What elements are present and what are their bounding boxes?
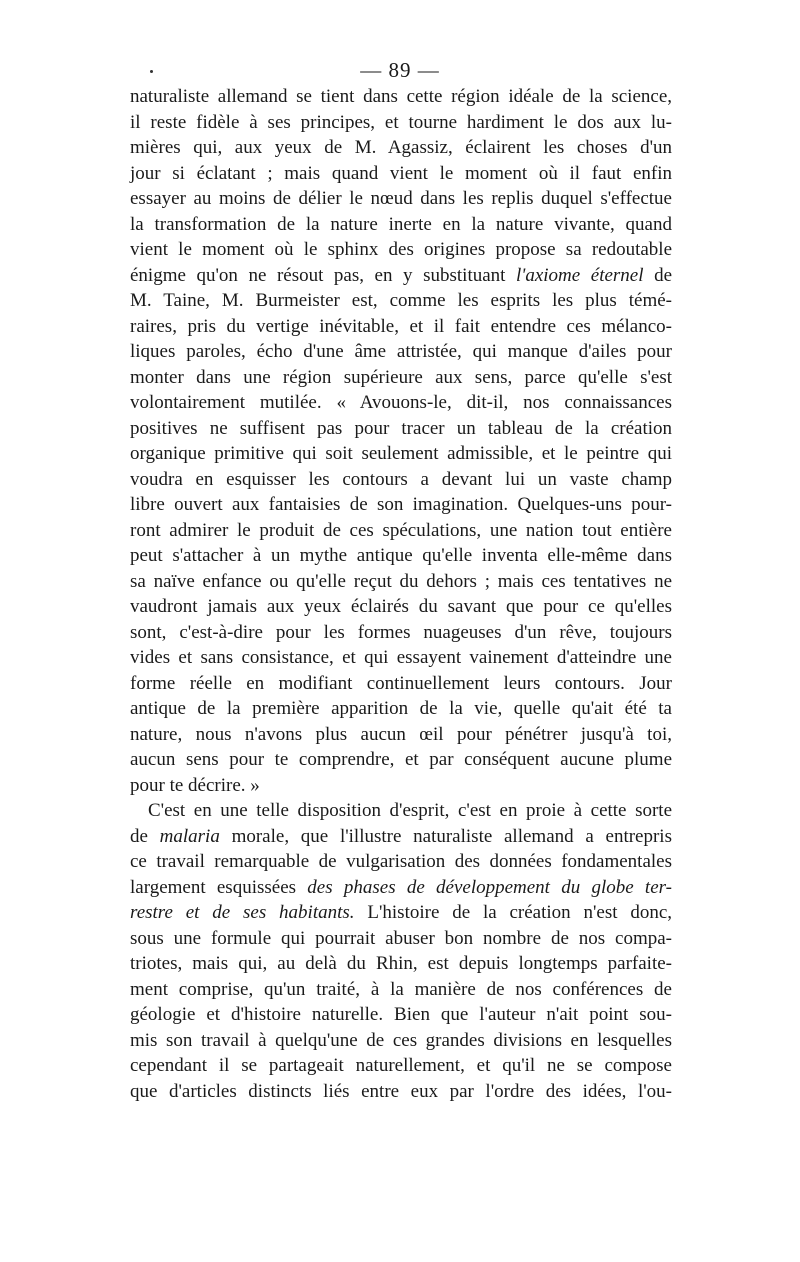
text-line: ront admirer le produit de ces spéculations, une nation tout entière xyxy=(130,519,672,541)
text-line: volontairement mutilée. « Avouons-le, dit-il, nos connaissances xyxy=(130,392,672,413)
text-line: naturaliste allemand se tient dans cette région idéale de la science, xyxy=(130,86,672,107)
text-line: C'est en une telle disposition d'esprit, c'est en proie à cette sorte xyxy=(148,800,672,821)
text-line: énigme qu'on ne résout pas, en y substituant l'axiome éternel de xyxy=(130,264,673,286)
text-line: monter dans une région supérieure aux sens, parce qu'elle s'est xyxy=(130,366,672,388)
text-line: mières qui, aux yeux de M. Agassiz, éclairent les choses d'un xyxy=(130,137,672,158)
text-line: restre et de ses habitants. L'histoire de la création n'est donc, xyxy=(130,902,673,923)
text-line: il reste fidèle à ses principes, et tourne hardiment le dos aux lu- xyxy=(130,111,672,133)
text-line: ce travail remarquable de vulgarisation des données fondamentales xyxy=(130,851,672,872)
text-line: mis son travail à quelqu'une de ces grandes divisions en lesquelles xyxy=(130,1029,672,1051)
text-line: vient le moment où le sphinx des origines propose sa redoutable xyxy=(130,239,672,260)
text-line: aucun sens pour te comprendre, et par conséquent aucune plume xyxy=(130,749,672,770)
text-line: organique primitive qui soit seulement admissible, et le peintre qui xyxy=(130,443,672,464)
text-line: libre ouvert aux fantaisies de son imagination. Quelques-uns pour- xyxy=(130,494,672,515)
text-line: M. Taine, M. Burmeister est, comme les esprits les plus témé- xyxy=(130,290,672,311)
text-line: sous une formule qui pourrait abuser bon nombre de nos compa- xyxy=(130,927,672,949)
text-line: pour te décrire. » xyxy=(130,774,260,796)
text-line: liques paroles, écho d'une âme attristée, qui manque d'ailes pour xyxy=(130,341,672,362)
text-line: nature, nous n'avons plus aucun œil pour pénétrer jusqu'à toi, xyxy=(130,723,672,745)
text-line: positives ne suffisent pas pour tracer un tableau de la création xyxy=(130,417,672,439)
paragraph-1 xyxy=(130,84,672,798)
text-line: la transformation de la nature inerte en la nature vivante, quand xyxy=(130,213,672,235)
text-line: triotes, mais qui, au delà du Rhin, est depuis longtemps parfaite- xyxy=(130,953,672,974)
text-line: antique de la première apparition de la vie, quelle qu'ait été ta xyxy=(130,698,672,719)
text-line: raires, pris du vertige inévitable, et il fait entendre ces mélanco- xyxy=(130,315,672,337)
text-line: cependant il se partageait naturellement, et qu'il ne se compose xyxy=(130,1055,672,1076)
body-text xyxy=(130,84,672,1104)
text-line: que d'articles distincts liés entre eux par l'ordre des idées, l'ou- xyxy=(130,1080,672,1102)
text-line: essayer au moins de délier le nœud dans les replis duquel s'effectue xyxy=(130,188,672,209)
paragraph-2 xyxy=(130,798,672,1104)
text-line: vides et sans consistance, et qui essayent vainement d'atteindre une xyxy=(130,647,672,668)
text-line: de malaria morale, que l'illustre naturaliste allemand a entrepris xyxy=(130,825,672,847)
text-line: voudra en esquisser les contours a devant lui un vaste champ xyxy=(130,468,672,490)
page-number: — 89 — xyxy=(360,58,440,82)
text-line: sont, c'est-à-dire pour les formes nuageuses d'un rêve, toujours xyxy=(130,621,672,643)
text-line: forme réelle en modifiant continuellement leurs contours. Jour xyxy=(130,672,672,694)
text-line: géologie et d'histoire naturelle. Bien que l'auteur n'ait point sou- xyxy=(130,1004,672,1025)
text-line: sa naïve enfance ou qu'elle reçut du dehors ; mais ces tentatives ne xyxy=(130,570,672,592)
text-line: vaudront jamais aux yeux éclairés du savant que pour ce qu'elles xyxy=(130,596,672,617)
text-line: largement esquissées des phases de développement du globe ter- xyxy=(130,876,672,898)
text-line: peut s'attacher à un mythe antique qu'elle inventa elle-même dans xyxy=(130,545,672,566)
text-line: jour si éclatant ; mais quand vient le moment où il faut enfin xyxy=(130,162,672,184)
text-line: ment comprise, qu'un traité, à la manière de nos conférences de xyxy=(130,978,672,1000)
